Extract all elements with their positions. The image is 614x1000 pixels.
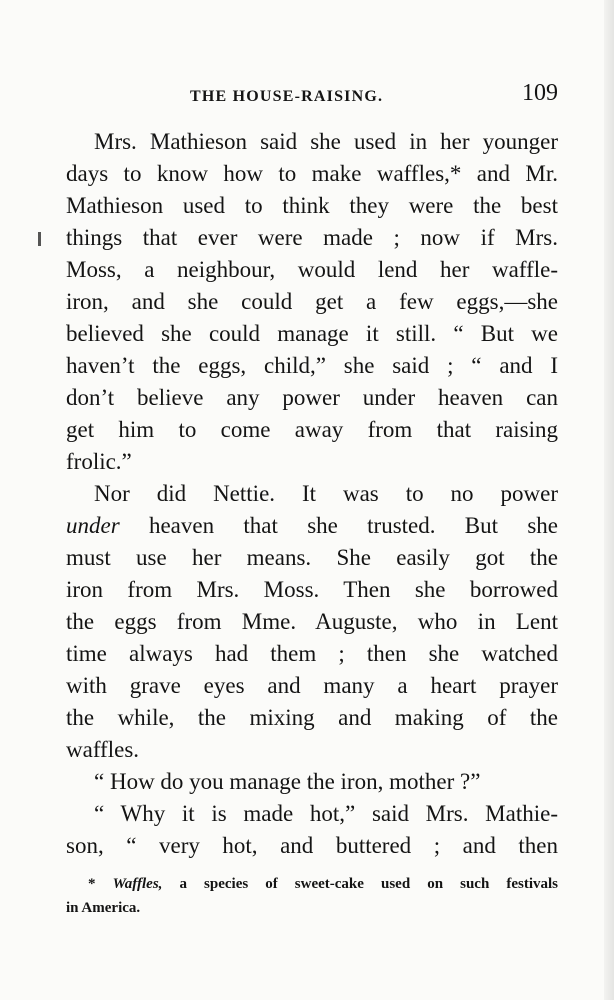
footnote [66, 872, 558, 920]
text-line: the eggs from Mme. Auguste, who in Lent [66, 609, 558, 634]
page-header [90, 80, 558, 114]
running-title: THE HOUSE-RAISING. [190, 88, 384, 105]
text-line: “ Why it is made hot,” said Mrs. Mathie- [94, 801, 558, 826]
text-line: things that ever were made ; now if Mrs. [66, 225, 558, 250]
text-line: Moss, a neighbour, would lend her waffle- [66, 257, 558, 282]
footnote-line: in America. [66, 900, 141, 916]
emphasis-word: under [66, 513, 120, 538]
body-text [66, 126, 558, 862]
text-line: time always had them ; then she watched [66, 641, 558, 666]
text-line [66, 510, 558, 542]
margin-mark [38, 232, 41, 246]
text-line: believed she could manage it still. “ But we [66, 321, 558, 346]
text-line: Mrs. Mathieson said she used in her younger [94, 129, 558, 154]
text-span: heaven that she trusted. But she [119, 513, 558, 538]
footnote-marker: * [88, 876, 113, 892]
text-line: Nor did Nettie. It was to no power [94, 481, 558, 506]
page-edge-shadow [604, 0, 614, 1000]
text-line: don’t believe any power under heaven can [66, 385, 558, 410]
text-line: get him to come away from that raising [66, 417, 558, 442]
text-line: haven’t the eggs, child,” she said ; “ and I [66, 353, 558, 378]
text-line: days to know how to make waffles,* and Mr. [66, 161, 558, 186]
text-line: must use her means. She easily got the [66, 545, 558, 570]
text-line: iron from Mrs. Moss. Then she borrowed [66, 577, 558, 602]
text-line: with grave eyes and many a heart prayer [66, 673, 558, 698]
footnote-line [66, 872, 558, 896]
text-line: Mathieson used to think they were the best [66, 193, 558, 218]
footnote-term: Waffles, [112, 876, 163, 892]
page-number: 109 [522, 80, 558, 106]
footnote-text: a species of sweet-cake used on such festivals [162, 876, 558, 892]
text-line: frolic.” [66, 449, 132, 474]
text-line: waffles. [66, 737, 140, 762]
text-line: “ How do you manage the iron, mother ?” [94, 769, 481, 794]
text-line: son, “ very hot, and buttered ; and then [66, 833, 558, 858]
text-line: the while, the mixing and making of the [66, 705, 558, 730]
text-line: iron, and she could get a few eggs,—she [66, 289, 558, 314]
